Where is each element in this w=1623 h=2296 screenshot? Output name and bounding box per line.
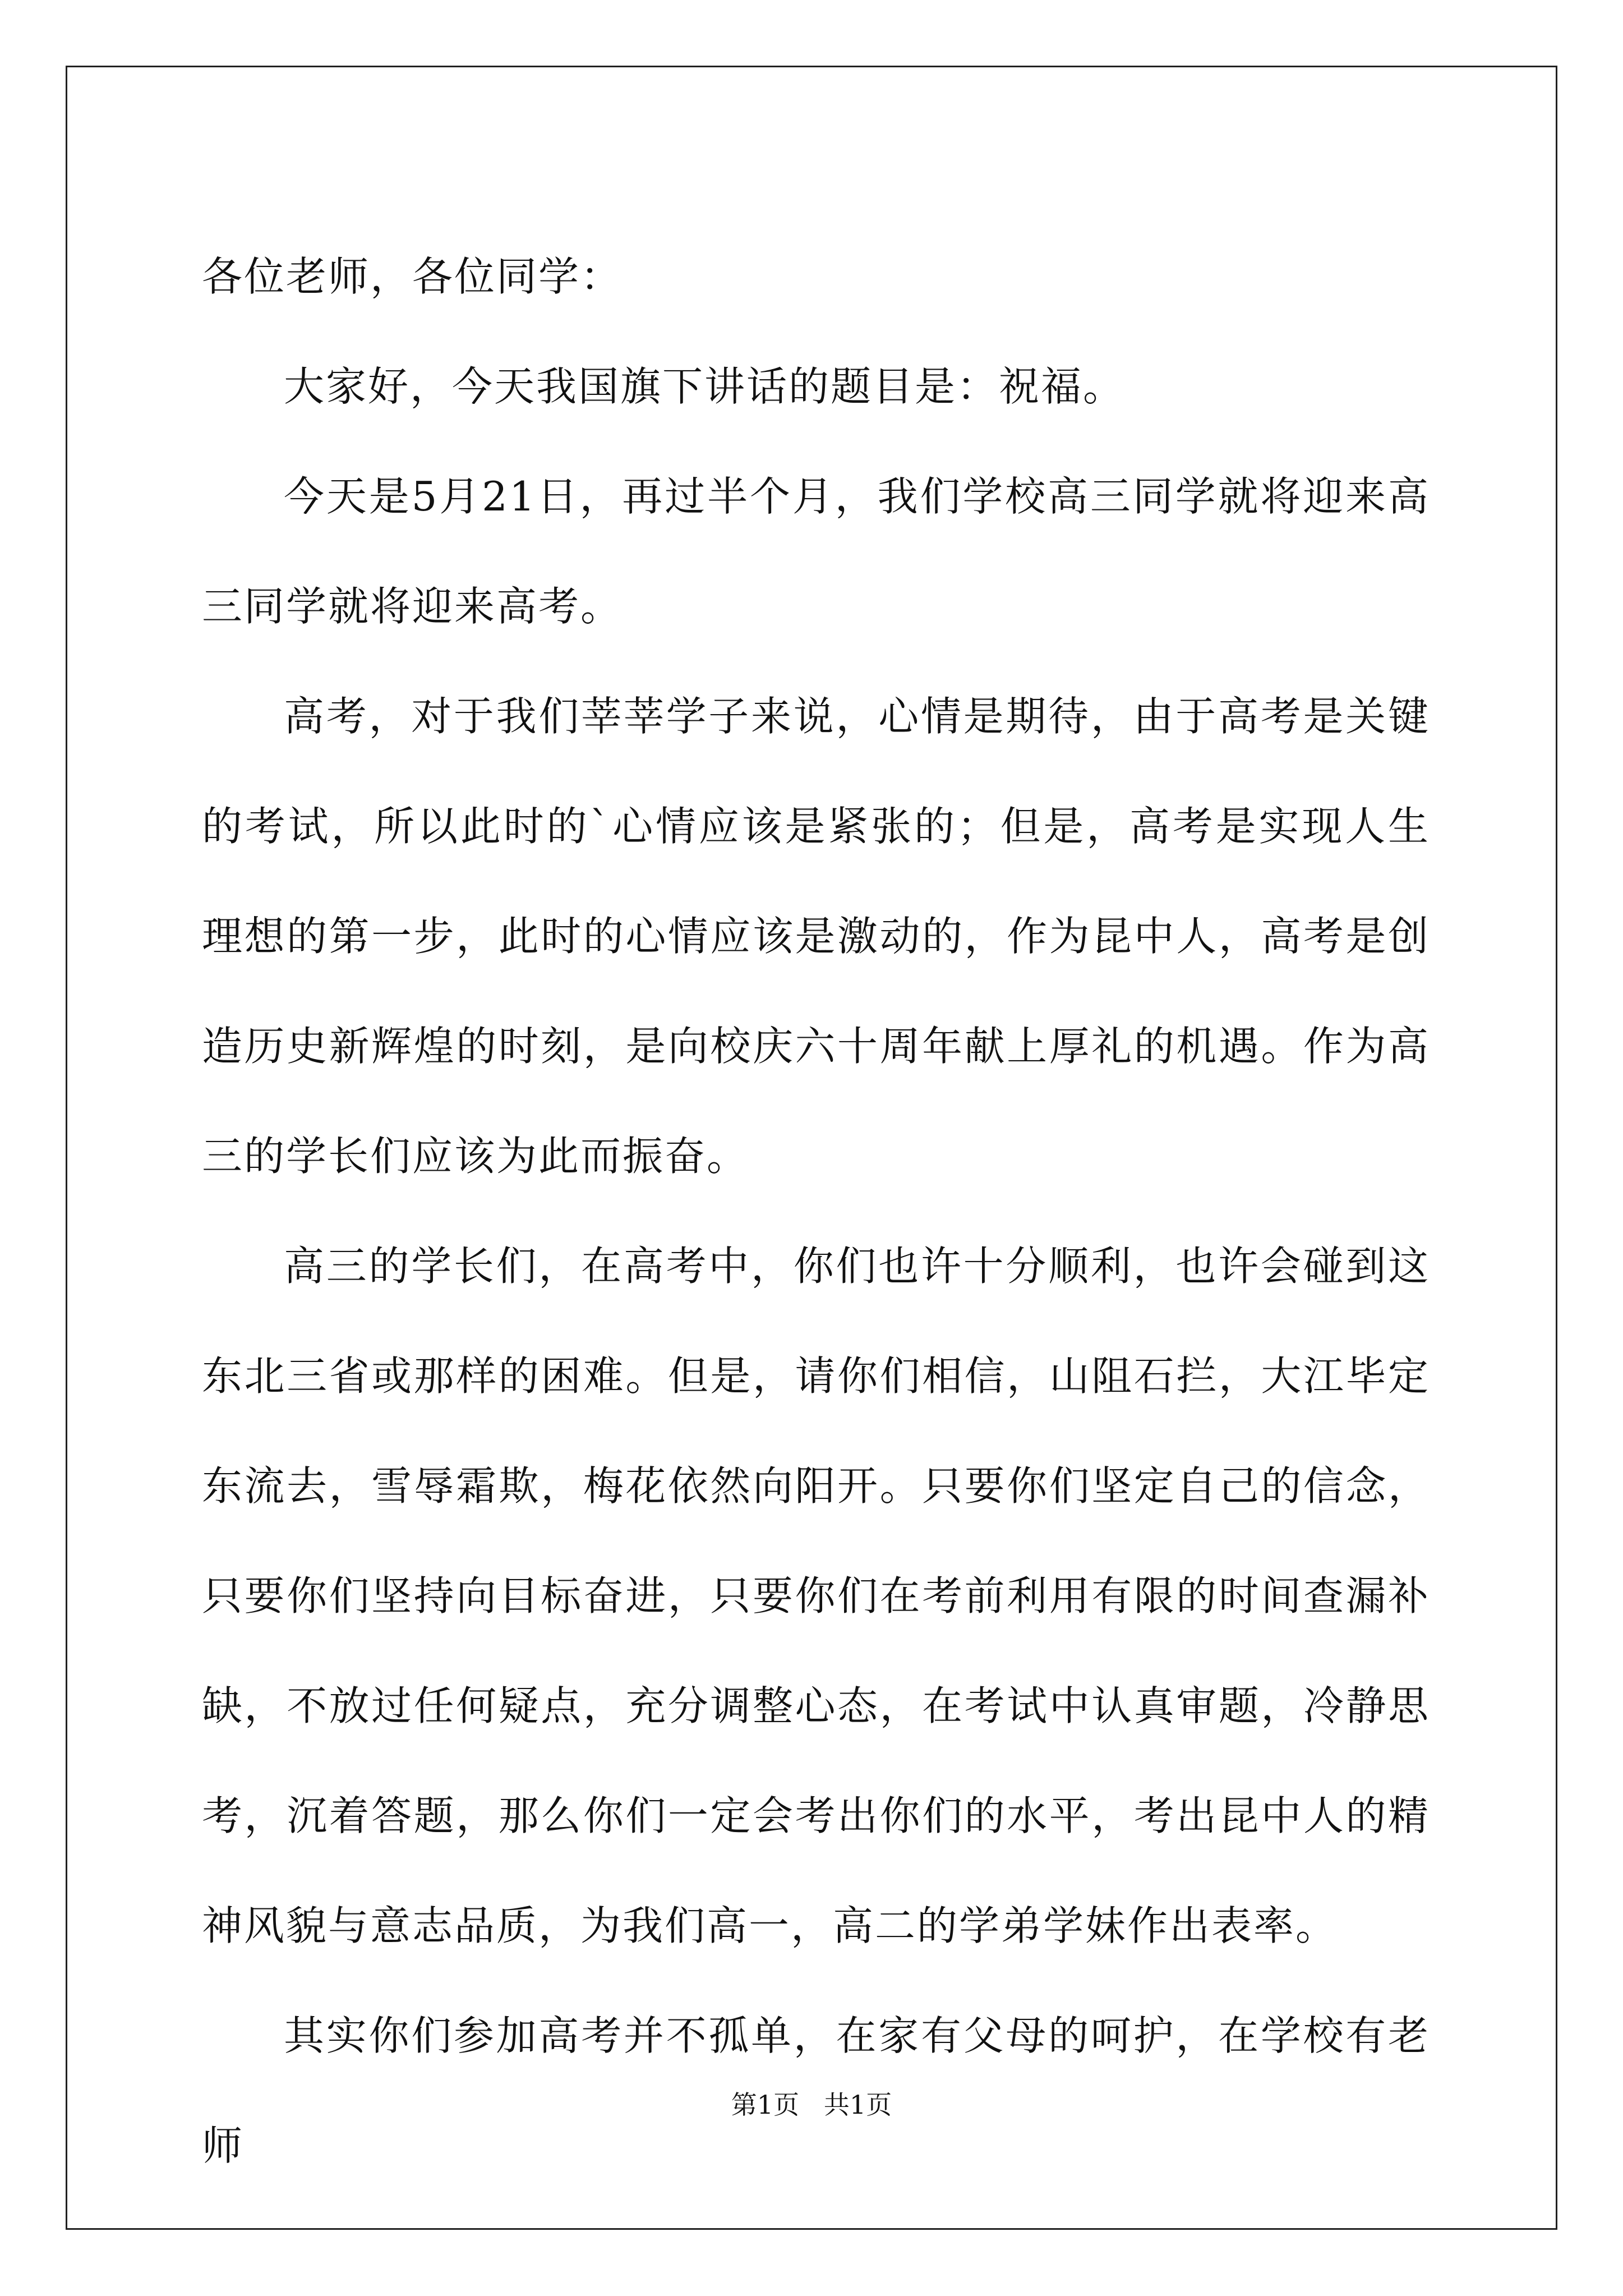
paragraph-greeting: 大家好，今天我国旗下讲话的题目是：祝福。	[284, 363, 1126, 410]
document-body	[202, 222, 1430, 2201]
salutation: 各位老师，各位同学：	[202, 253, 623, 300]
paragraph-support: 其实你们参加高考并不孤单，在家有父母的呵护，在学校有老师	[202, 2012, 1430, 2169]
paragraph-date: 今天是5月21日，再过半个月，我们学校高三同学就将迎来高三同学就将迎来高考。	[202, 473, 1430, 630]
paragraph-exam-meaning: 高考，对于我们莘莘学子来说，心情是期待，由于高考是关键的考试，所以此时的`心情应该是紧张的；但是，高考是实现人生理想的第一步，此时的心情应该是激动的，作为昆中人，高考是创造历史新辉煌的时刻，是向校庆六十周年献上厚礼的机遇。作为高三的学长们应该为此而振奋。	[202, 693, 1430, 1180]
page-number-footer: 第1页 共1页	[731, 2090, 892, 2120]
paragraph-encouragement: 高三的学长们，在高考中，你们也许十分顺利，也许会碰到这东北三省或那样的困难。但是，请你们相信，山阻石拦，大江毕定东流去，雪辱霜欺，梅花依然向阳开。只要你们坚定自己的信念，只要你们坚持向目标奋进，只要你们在考前利用有限的时间查漏补缺，不放过任何疑点，充分调整心态，在考试中认真审题，冷静思考，沉着答题，那么你们一定会考出你们的水平，考出昆中人的精神风貌与意志品质，为我们高一，高二的学弟学妹作出表率。	[202, 1243, 1430, 1949]
